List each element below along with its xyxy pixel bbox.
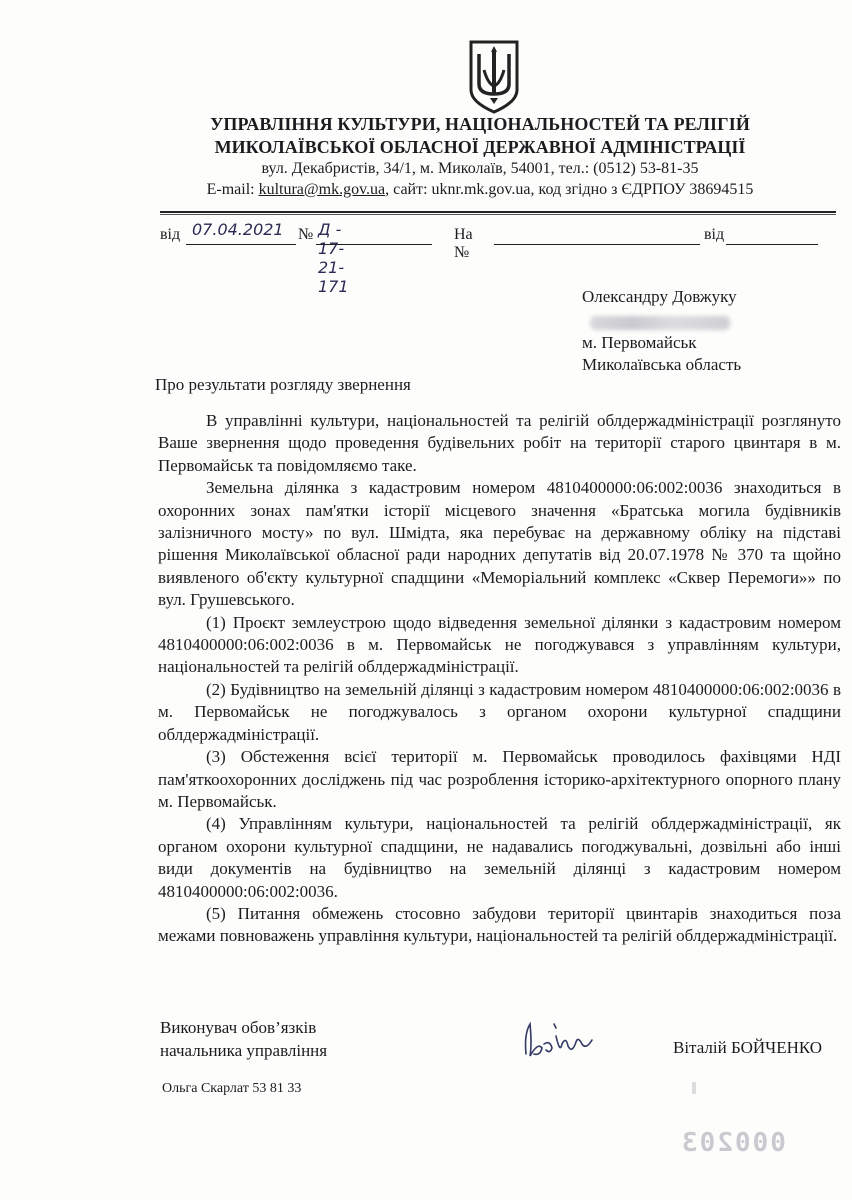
scan-mark: [692, 1082, 696, 1094]
recipient-region: Миколаївська область: [582, 355, 742, 374]
email-label: E-mail:: [206, 181, 259, 198]
handwritten-signature: [516, 1014, 596, 1064]
body-paragraph: Земельна ділянка з кадастровим номером 4810400000:06:002:0036 знаходиться в охоронних зонах пам'ятки історії місцевого значення «Братська могила будівників залізничного мосту» по вул. Шмідта, яка перебуває на державному обліку на підставі рішення Миколаївської обласної ради народних депутатів від 20.07.1978 № 370 та щойно виявленого об'єкту культурної спадщини «Меморіальний комплекс «Сквер Перемоги»» по вул. Грушевського.: [158, 478, 841, 610]
body-paragraph: (4) Управлінням культури, національностей та релігій облдержадміністрації, як органом охорони культурної спадщини, не надавались погоджувальні, дозвільні або інші види документів на будівництво на земельній ділянці з кадастровим номером 4810400000:06:002:0036.: [158, 814, 841, 901]
position-line1: Виконувач обов’язків: [160, 1018, 317, 1037]
reply-number-label: На №: [454, 226, 473, 261]
letter-body: [158, 410, 841, 948]
handwritten-date: 07.04.2021: [192, 220, 284, 239]
recipient-name: Олександру Довжуку: [582, 287, 737, 306]
redacted-address: [590, 316, 730, 330]
organization-name-line1: УПРАВЛІННЯ КУЛЬТУРИ, НАЦІОНАЛЬНОСТЕЙ ТА РЕЛІГІЙ: [210, 114, 750, 134]
position-line2: начальника управління: [160, 1041, 328, 1060]
recipient-city: м. Первомайськ: [582, 333, 697, 352]
letter-subject: Про результати розгляду звернення: [155, 375, 411, 394]
organization-address: вул. Декабристів, 34/1, м. Миколаїв, 54001, тел.: (0512) 53-81-35: [261, 160, 699, 177]
body-paragraph: (3) Обстеження всієї території м. Первомайськ проводилось фахівцями НДІ пам'яткоохоронних досліджень під час розроблення історико-архітектурного опорного плану м. Первомайськ.: [158, 747, 841, 811]
from-label: від: [160, 226, 181, 243]
body-paragraph: (1) Проєкт землеустрою щодо відведення земельної ділянки з кадастровим номером 4810400000:06:002:0036 в м. Первомайськ не погоджувався з управлінням культури, національностей та релігій облдержадміністрації.: [158, 612, 841, 677]
header-divider-thick: [160, 211, 836, 213]
signatory-position: [160, 1016, 327, 1062]
registration-stamp-number: 000203: [680, 1128, 786, 1158]
body-paragraph: (2) Будівництво на земельній ділянці з кадастровим номером 4810400000:06:002:0036 в м. Первомайськ не погоджувалось з органом охорони культурної спадщини облдержадміністрації.: [158, 679, 841, 744]
header-divider-thin: [160, 214, 836, 215]
organization-contacts: [150, 181, 810, 199]
trident-emblem-icon: [467, 40, 521, 114]
signatory-name: Віталій БОЙЧЕНКО: [673, 1038, 823, 1057]
reply-date-underline: [726, 226, 818, 245]
body-paragraph: (5) Питання обмежень стосовно забудови території цвинтарів знаходиться поза межами повноважень управління культури, національностей та релігій облдержадміністрації.: [158, 903, 841, 946]
reply-from-label: від: [704, 226, 725, 243]
site-and-code: , сайт: uknr.mk.gov.ua, код згідно з ЄДРПОУ 38694515: [385, 181, 754, 198]
email-link[interactable]: kultura@mk.gov.ua: [258, 181, 386, 198]
organization-name-line2: МИКОЛАЇВСЬКОЇ ОБЛАСНОЇ ДЕРЖАВНОЇ АДМІНІСТРАЦІЇ: [214, 137, 746, 157]
number-label: №: [298, 226, 314, 243]
reply-number-underline: [494, 226, 700, 245]
executor-contact: Ольга Скарлат 53 81 33: [162, 1081, 302, 1096]
handwritten-number: Д - 17-21-171: [318, 220, 349, 296]
body-paragraph: В управлінні культури, національностей та релігій облдержадміністрації розглянуто Ваше звернення щодо проведення будівельних робіт на території старого цвинтаря в м. Первомайськ та повідомляємо таке.: [158, 411, 841, 475]
